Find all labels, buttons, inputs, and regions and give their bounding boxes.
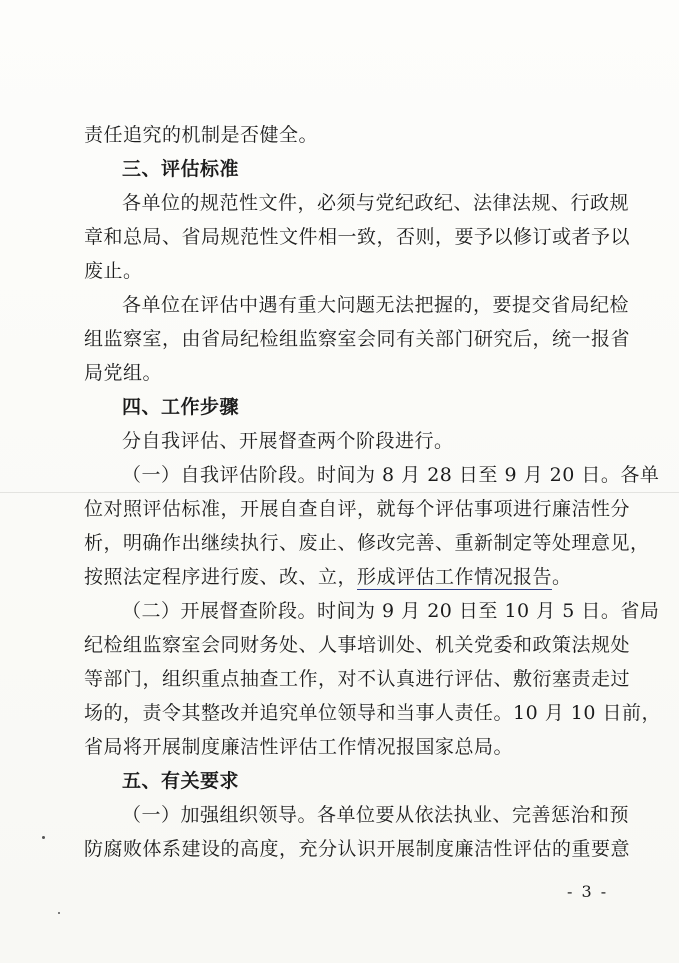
text-line: 各单位在评估中遇有重大问题无法把握的，要提交省局纪检 [122, 294, 630, 316]
section-heading-requirements: 五、有关要求 [122, 770, 240, 792]
section-heading-work-steps: 四、工作步骤 [122, 396, 240, 418]
scan-speck [58, 912, 60, 914]
text-line: 章和总局、省局规范性文件相一致，否则，要予以修订或者予以 [84, 226, 631, 248]
text-line: （二）开展督查阶段。时间为 9 月 20 日至 10 月 5 日。省局 [122, 600, 660, 622]
text-line: 分自我评估、开展督查两个阶段进行。 [122, 430, 454, 452]
text-line: 责任追究的机制是否健全。 [84, 124, 319, 146]
text-line: 场的，责令其整改并追究单位领导和当事人责任。10 月 10 日前， [84, 702, 661, 724]
text-segment: 按照法定程序进行废、改、立， [84, 566, 358, 588]
text-line: 各单位的规范性文件，必须与党纪政纪、法律法规、行政规 [122, 192, 630, 214]
text-line: 位对照评估标准，开展自查自评，就每个评估事项进行廉洁性分 [84, 498, 631, 520]
text-line: （一）加强组织领导。各单位要从依法执业、完善惩治和预 [122, 804, 630, 826]
handwritten-underline: 形成评估工作情况报告 [357, 566, 553, 588]
text-segment: 。 [552, 566, 572, 588]
text-line: （一）自我评估阶段。时间为 8 月 28 日至 9 月 20 日。各单 [122, 464, 660, 486]
text-line: 等部门，组织重点抽查工作，对不认真进行评估、敷衍塞责走过 [84, 668, 631, 690]
scan-speck [42, 836, 45, 839]
text-line: 防腐败体系建设的高度，充分认识开展制度廉洁性评估的重要意 [84, 838, 631, 860]
text-line-with-underline [84, 560, 604, 594]
page-number: - 3 - [567, 882, 609, 901]
document-body [84, 118, 661, 866]
section-heading-evaluation-standard: 三、评估标准 [122, 158, 240, 180]
text-line: 纪检组监察室会同财务处、人事培训处、机关党委和政策法规处 [84, 634, 631, 656]
text-line: 局党组。 [84, 362, 163, 384]
text-line: 析，明确作出继续执行、废止、修改完善、重新制定等处理意见， [84, 532, 650, 554]
text-line: 废止。 [84, 260, 143, 282]
text-line: 组监察室，由省局纪检组监察室会同有关部门研究后，统一报省 [84, 328, 631, 350]
text-line: 省局将开展制度廉洁性评估工作情况报国家总局。 [84, 736, 514, 758]
